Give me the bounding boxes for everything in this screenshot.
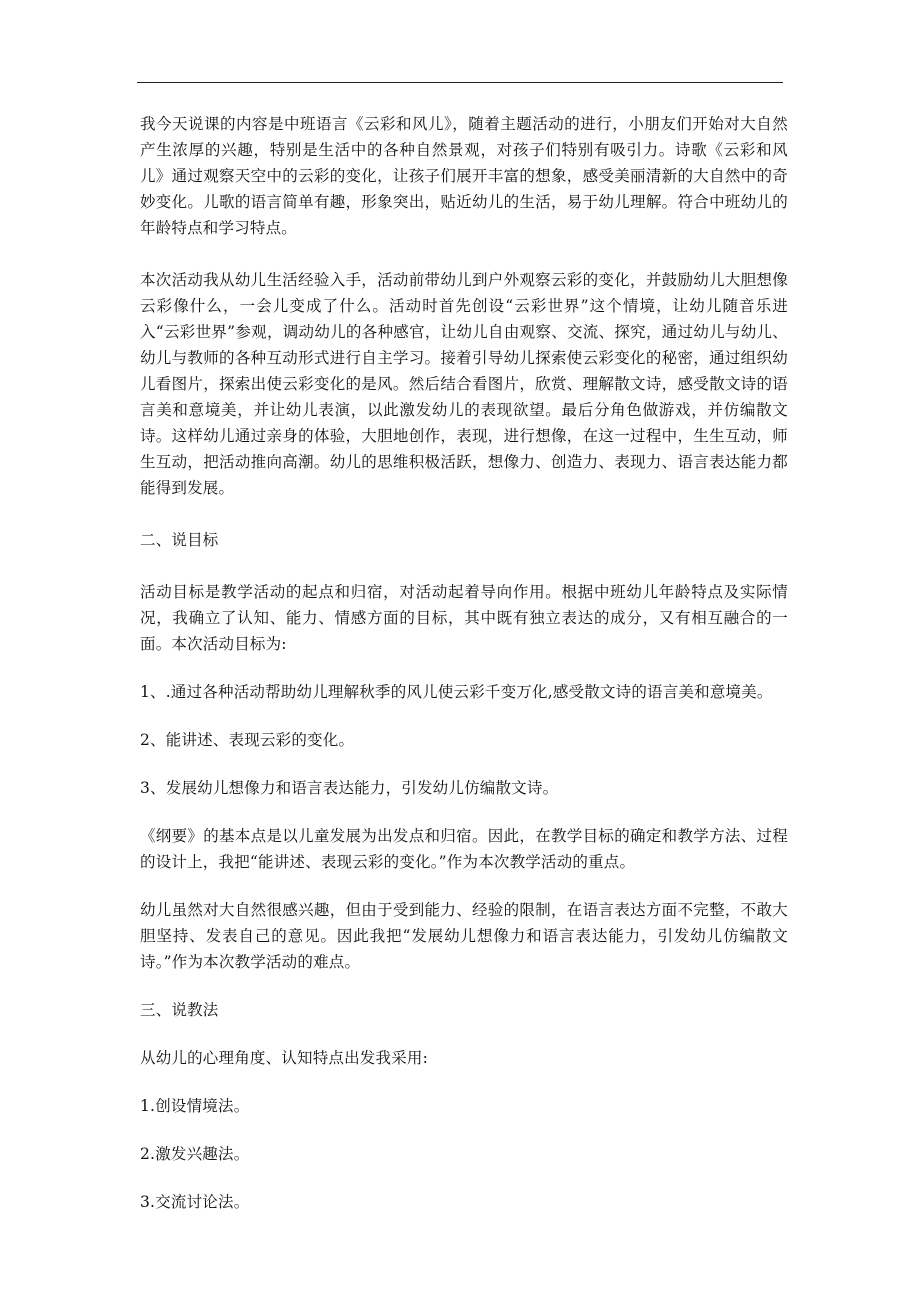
method-item-2: 2.激发兴趣法。 — [140, 1145, 250, 1163]
header-rule — [137, 82, 783, 83]
section-heading-goals: 二、说目标 — [140, 531, 219, 549]
activity-paragraph: 本次活动我从幼儿生活经验入手，活动前带幼儿到户外观察云彩的变化，并鼓励幼儿大胆想像云彩像什么，一会儿变成了什么。活动时首先创设“云彩世界”这个情境，让幼儿随音乐进入“云彩世界”参观，调动幼儿的各种感官，让幼儿自由观察、交流、探究，通过幼儿与幼儿、幼儿与教师的各种互动形式进行自主学习。接着引导幼儿探索使云彩变化的秘密，通过组织幼儿看图片，探索出使云彩变化的是风。然后结合看图片，欣赏、理解散文诗，感受散文诗的语言美和意境美，并让幼儿表演，以此激发幼儿的表现欲望。最后分角色做游戏，并仿编散文诗。这样幼儿通过亲身的体验，大胆地创作，表现，进行想像，在这一过程中，生生互动，师生互动，把活动推向高潮。幼儿的思维积极活跃，想像力、创造力、表现力、语言表达能力都能得到发展。 — [140, 271, 788, 497]
intro-paragraph: 我今天说课的内容是中班语言《云彩和风儿》，随着主题活动的进行，小朋友们开始对大自然产生浓厚的兴趣，特别是生活中的各种自然景观，对孩子们特别有吸引力。诗歌《云彩和风儿》通过观察天空中的云彩的变化，让孩子们展开丰富的想象，感受美丽清新的大自然中的奇妙变化。儿歌的语言简单有趣，形象突出，贴近幼儿的生活，易于幼儿理解。符合中班幼儿的年龄特点和学习特点。 — [140, 115, 788, 237]
document-body — [140, 111, 788, 1215]
difficulty-paragraph: 幼儿虽然对大自然很感兴趣，但由于受到能力、经验的限制，在语言表达方面不完整，不敢大胆坚持、发表自己的意见。因此我把“发展幼儿想像力和语言表达能力，引发幼儿仿编散文诗。”作为本次教学活动的难点。 — [140, 901, 788, 971]
goal-item-3: 3、发展幼儿想像力和语言表达能力，引发幼儿仿编散文诗。 — [140, 779, 559, 797]
goal-item-1: 1、.通过各种活动帮助幼儿理解秋季的风儿使云彩千变万化,感受散文诗的语言美和意境美。 — [140, 683, 773, 701]
method-item-3: 3.交流讨论法。 — [140, 1193, 250, 1211]
goals-paragraph: 活动目标是教学活动的起点和归宿，对活动起着导向作用。根据中班幼儿年龄特点及实际情况，我确立了认知、能力、情感方面的目标，其中既有独立表达的成分，又有相互融合的一面。本次活动目标为: — [140, 583, 788, 653]
section-heading-methods: 三、说教法 — [140, 1001, 219, 1019]
key-point-paragraph: 《纲要》的基本点是以儿童发展为出发点和归宿。因此，在教学目标的确定和教学方法、过程的设计上，我把“能讲述、表现云彩的变化。”作为本次教学活动的重点。 — [140, 827, 788, 871]
goal-item-2: 2、能讲述、表现云彩的变化。 — [140, 731, 355, 749]
method-item-1: 1.创设情境法。 — [140, 1097, 250, 1115]
methods-intro: 从幼儿的心理角度、认知特点出发我采用: — [140, 1049, 429, 1067]
